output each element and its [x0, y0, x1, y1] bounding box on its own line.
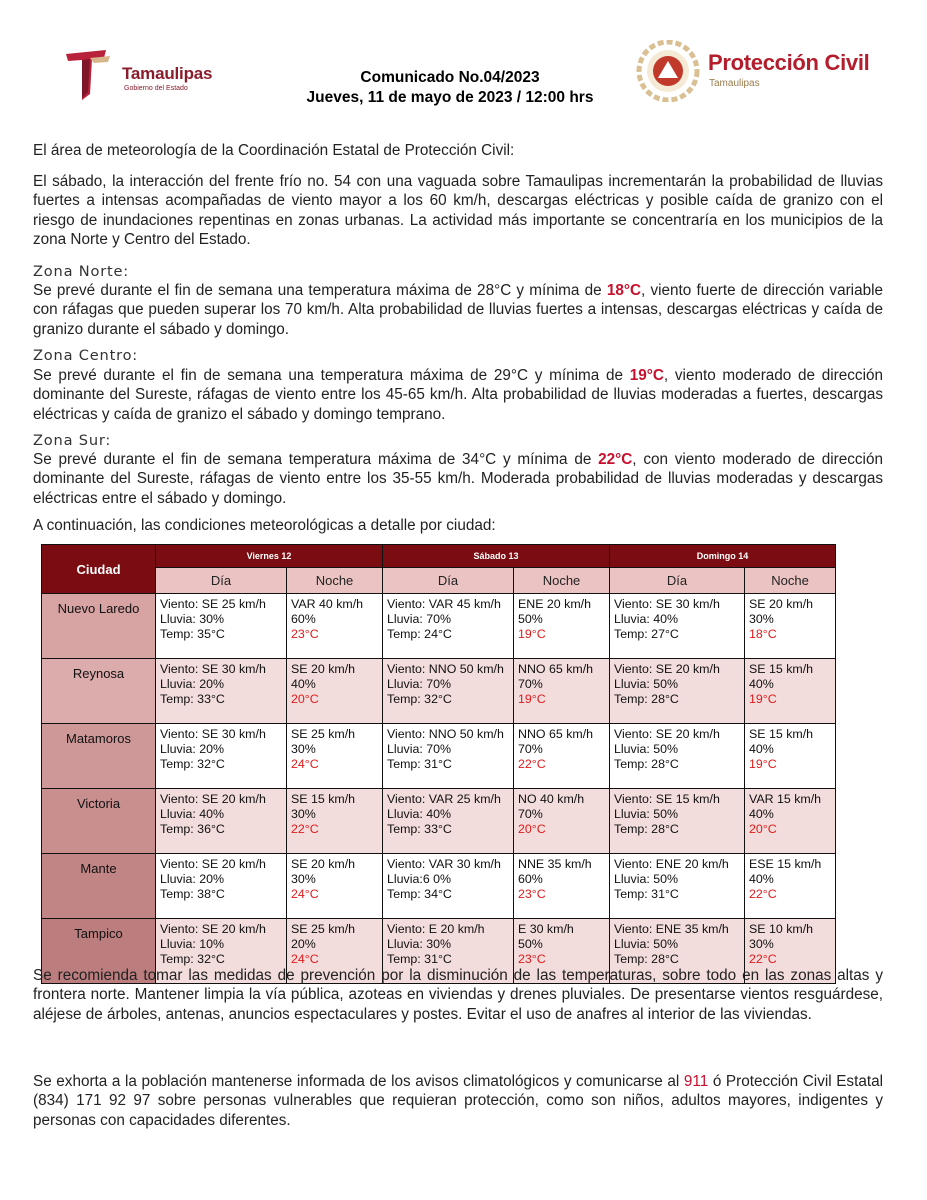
temp: Temp: 28°C [614, 952, 679, 966]
rain: Lluvia: 70% [387, 677, 452, 691]
wind: SE 20 km/h [749, 597, 814, 611]
wind: Viento: VAR 25 km/h [387, 792, 501, 806]
day-header-friday: Viernes 12 [156, 545, 383, 568]
temp: Temp: 32°C [387, 692, 452, 706]
table-day-header-row [42, 545, 836, 568]
temp: 22°C [749, 887, 777, 901]
temp: Temp: 36°C [160, 822, 225, 836]
temp: Temp: 28°C [614, 822, 679, 836]
forecast-cell [745, 594, 836, 659]
tamaulipas-logo-name: Tamaulipas [122, 64, 213, 83]
city-name: Reynosa [72, 666, 125, 681]
forecast-cell [287, 724, 383, 789]
wind: NNE 35 km/h [518, 857, 592, 871]
forecast-cell [514, 659, 610, 724]
closing-paragraph [33, 1072, 883, 1130]
forecast-cell [514, 594, 610, 659]
temp: Temp: 31°C [387, 757, 452, 771]
rain: 40% [749, 807, 774, 821]
temp: 24°C [291, 952, 319, 966]
temp: 19°C [518, 692, 546, 706]
zone-sur-heading: Zona Sur: [33, 432, 112, 449]
temp: Temp: 35°C [160, 627, 225, 641]
communique-date: Jueves, 11 de mayo de 2023 / 12:00 hrs [306, 89, 594, 106]
rain: 60% [518, 872, 543, 886]
forecast-cell [383, 724, 514, 789]
forecast-cell [287, 594, 383, 659]
city-name-cell [42, 854, 156, 919]
rain: Lluvia: 40% [387, 807, 452, 821]
zone-norte-text-end: , viento fuerte de dirección variable con ráfagas que pueden superar los 70 km/h. Alta probabilidad de lluvias fuertes a intensas, descargas eléctricas y caída de granizo durante el sábado y domingo. [33, 282, 883, 338]
rain: Lluvia: 20% [160, 742, 225, 756]
temp: Temp: 31°C [614, 887, 679, 901]
proteccion-civil-logo [636, 40, 896, 102]
rain: 70% [518, 807, 543, 821]
wind: Viento: SE 30 km/h [160, 727, 266, 741]
wind: ESE 15 km/h [749, 857, 822, 871]
day-header-sunday: Domingo 14 [610, 545, 836, 568]
forecast-cell [383, 854, 514, 919]
zone-centro-text-end: , viento moderado de dirección dominante del Sureste, ráfagas de viento entre los 45-65 km/h. Alta probabilidad de lluvias moderadas a fuertes, descargas eléctricas y caída de granizo el sábado y domingo temprano. [33, 367, 883, 423]
rain: 30% [749, 612, 774, 626]
rain: Lluvia: 70% [387, 742, 452, 756]
rain: Lluvia: 30% [387, 937, 452, 951]
wind: SE 20 km/h [291, 857, 356, 871]
forecast-cell [383, 594, 514, 659]
emergency-number: 911 [683, 1073, 709, 1090]
forecast-cell [610, 789, 745, 854]
rain: 20% [291, 937, 316, 951]
table-row [42, 594, 836, 659]
rain: 40% [749, 677, 774, 691]
table-row [42, 659, 836, 724]
city-name: Matamoros [65, 731, 132, 746]
wind: Viento: SE 30 km/h [614, 597, 720, 611]
table-row [42, 724, 836, 789]
zone-norte-text-start: Se prevé durante el fin de semana una temperatura máxima de 28°C y mínima de [33, 282, 607, 299]
table-intro: A continuación, las condiciones meteorológicas a detalle por ciudad: [33, 517, 496, 534]
forecast-cell [514, 724, 610, 789]
zone-norte-text [33, 281, 883, 339]
wind: SE 10 km/h [749, 922, 814, 936]
wind: Viento: VAR 45 km/h [387, 597, 501, 611]
forecast-table [41, 544, 836, 984]
rain: Lluvia: 40% [160, 807, 225, 821]
forecast-cell [156, 789, 287, 854]
wind: NO 40 km/h [518, 792, 585, 806]
forecast-cell [156, 724, 287, 789]
forecast-cell [610, 724, 745, 789]
rain: 50% [518, 937, 543, 951]
forecast-cell [610, 594, 745, 659]
wind: VAR 15 km/h [749, 792, 822, 806]
city-name: Nuevo Laredo [57, 601, 140, 616]
wind: SE 25 km/h [291, 727, 356, 741]
forecast-cell [745, 789, 836, 854]
proteccion-civil-logo-name: Protección Civil [708, 50, 870, 75]
zone-sur-text [33, 450, 883, 508]
forecast-cell [745, 724, 836, 789]
temp: 24°C [291, 887, 319, 901]
rain: Lluvia: 50% [614, 937, 679, 951]
temp: Temp: 33°C [387, 822, 452, 836]
wind: SE 15 km/h [749, 727, 814, 741]
forecast-cell [383, 789, 514, 854]
wind: Viento: SE 20 km/h [160, 857, 266, 871]
rain: Lluvia: 40% [614, 612, 679, 626]
wind: Viento: VAR 30 km/h [387, 857, 501, 871]
communique-title: Comunicado No.04/2023 [360, 69, 540, 86]
rain: 30% [749, 937, 774, 951]
city-name-cell [42, 594, 156, 659]
zone-centro-text-start: Se prevé durante el fin de semana una temperatura máxima de 29°C y mínima de [33, 367, 630, 384]
zone-sur-text-end: , con viento moderado de dirección dominante del Sureste, ráfagas de viento entre los 35-55 km/h. Moderada probabilidad de lluvias moderadas y descargas eléctricas entre el sábado y domingo. [33, 451, 883, 507]
wind: SE 25 km/h [291, 922, 356, 936]
wind: SE 15 km/h [749, 662, 814, 676]
rain: 40% [749, 742, 774, 756]
temp: 23°C [518, 887, 546, 901]
rain: Lluvia: 20% [160, 872, 225, 886]
forecast-cell [287, 659, 383, 724]
rain: Lluvia: 10% [160, 937, 225, 951]
city-column-header: Ciudad [42, 545, 156, 594]
temp: Temp: 24°C [387, 627, 452, 641]
forecast-cell [156, 659, 287, 724]
proteccion-civil-logo-subtitle: Tamaulipas [709, 78, 760, 89]
closing-text-start: Se exhorta a la población mantenerse informada de los avisos climatológicos y comunicarse al [33, 1073, 684, 1090]
rain: 70% [518, 742, 543, 756]
city-name-cell [42, 724, 156, 789]
forecast-cell [745, 854, 836, 919]
period-header-night: Noche [514, 568, 610, 594]
temp: Temp: 27°C [614, 627, 679, 641]
table-row [42, 854, 836, 919]
period-header-night: Noche [745, 568, 836, 594]
zone-sur-text-start: Se prevé durante el fin de semana temperatura máxima de 34°C y mínima de [33, 451, 599, 468]
rain: 50% [518, 612, 543, 626]
temp: 22°C [749, 952, 777, 966]
rain: Lluvia: 70% [387, 612, 452, 626]
tamaulipas-emblem-icon [60, 44, 120, 104]
temp: Temp: 32°C [160, 757, 225, 771]
city-name: Victoria [76, 796, 121, 811]
rain: Lluvia: 30% [160, 612, 225, 626]
rain: Lluvia: 50% [614, 742, 679, 756]
wind: Viento: SE 15 km/h [614, 792, 720, 806]
period-header-day: Día [610, 568, 745, 594]
rain: Lluvia: 50% [614, 872, 679, 886]
rain: 40% [291, 677, 316, 691]
city-name-cell [42, 789, 156, 854]
temp: 20°C [749, 822, 777, 836]
rain: 70% [518, 677, 543, 691]
wind: SE 15 km/h [291, 792, 356, 806]
wind: NNO 65 km/h [518, 662, 594, 676]
city-name: Mante [80, 861, 117, 876]
period-header-night: Noche [287, 568, 383, 594]
rain: 30% [291, 742, 316, 756]
forecast-cell [287, 854, 383, 919]
forecast-cell [610, 854, 745, 919]
forecast-cell [287, 789, 383, 854]
temp: 22°C [518, 757, 546, 771]
zone-centro-heading: Zona Centro: [33, 347, 139, 364]
table-row [42, 789, 836, 854]
temp: 20°C [518, 822, 546, 836]
forecast-cell [383, 659, 514, 724]
day-header-saturday: Sábado 13 [383, 545, 610, 568]
temp: 22°C [291, 822, 319, 836]
zone-centro-min-temp: 19°C [629, 367, 664, 384]
wind: Viento: ENE 35 km/h [614, 922, 729, 936]
wind: Viento: SE 25 km/h [160, 597, 266, 611]
forecast-cell [514, 789, 610, 854]
temp: 24°C [291, 757, 319, 771]
table-period-header-row [42, 568, 836, 594]
forecast-cell [745, 659, 836, 724]
rain: 30% [291, 872, 316, 886]
tamaulipas-logo [60, 44, 240, 104]
temp: 19°C [518, 627, 546, 641]
temp: Temp: 32°C [160, 952, 225, 966]
wind: Viento: ENE 20 km/h [614, 857, 729, 871]
wind: Viento: SE 20 km/h [160, 922, 266, 936]
tamaulipas-logo-subtitle: Gobierno del Estado [124, 85, 188, 92]
zone-norte-min-temp: 18°C [606, 282, 642, 299]
wind: NNO 65 km/h [518, 727, 594, 741]
temp: Temp: 33°C [160, 692, 225, 706]
wind: E 30 km/h [518, 922, 574, 936]
forecast-cell [514, 854, 610, 919]
rain: Lluvia: 50% [614, 677, 679, 691]
rain: 40% [749, 872, 774, 886]
temp: Temp: 31°C [387, 952, 452, 966]
summary-paragraph: El sábado, la interacción del frente frío no. 54 con una vaguada sobre Tamaulipas incrementarán la probabilidad de lluvias fuertes a intensas acompañadas de viento mayor a los 60 km/h, descargas eléctricas y posible caída de granizo con el riesgo de inundaciones repentinas en zonas urbanas. La actividad más importante se concentraría en los municipios de la zona Norte y Centro del Estado. [33, 173, 883, 249]
period-header-day: Día [156, 568, 287, 594]
rain: 60% [291, 612, 316, 626]
temp: Temp: 28°C [614, 692, 679, 706]
city-name: Tampico [74, 926, 123, 941]
wind: ENE 20 km/h [518, 597, 591, 611]
forecast-cell [610, 659, 745, 724]
wind: Viento: SE 20 km/h [160, 792, 266, 806]
closing-text-end: ó Protección Civil Estatal (834) 171 92 97 sobre personas vulnerables que requieran protección, como son niños, adultos mayores, indigentes y personas con capacidades diferentes. [33, 1073, 883, 1129]
wind: Viento: SE 20 km/h [614, 727, 720, 741]
temp: Temp: 34°C [387, 887, 452, 901]
zone-norte-heading: Zona Norte: [33, 263, 130, 280]
zone-sur-min-temp: 22°C [598, 451, 633, 468]
wind: Viento: SE 30 km/h [160, 662, 266, 676]
communique-header [250, 68, 650, 108]
temp: 18°C [749, 627, 777, 641]
temp: Temp: 38°C [160, 887, 225, 901]
temp: 23°C [518, 952, 546, 966]
rain: Lluvia:6 0% [387, 872, 452, 886]
temp: 23°C [291, 627, 319, 641]
period-header-day: Día [383, 568, 514, 594]
wind: Viento: NNO 50 km/h [387, 727, 504, 741]
temp: 20°C [291, 692, 319, 706]
intro-text: El área de meteorología de la Coordinación Estatal de Protección Civil: [33, 142, 515, 159]
zone-centro-text [33, 366, 883, 424]
rain: 30% [291, 807, 316, 821]
temp: 19°C [749, 757, 777, 771]
wind: Viento: E 20 km/h [387, 922, 485, 936]
wind: SE 20 km/h [291, 662, 356, 676]
rain: Lluvia: 20% [160, 677, 225, 691]
wind: Viento: SE 20 km/h [614, 662, 720, 676]
wind: VAR 40 km/h [291, 597, 364, 611]
city-name-cell [42, 659, 156, 724]
rain: Lluvia: 50% [614, 807, 679, 821]
forecast-cell [156, 854, 287, 919]
forecast-cell [156, 594, 287, 659]
temp: Temp: 28°C [614, 757, 679, 771]
recommendation-paragraph: Se recomienda tomar las medidas de prevención por la disminución de las temperaturas, sobre todo en las zonas altas y frontera norte. Mantener limpia la vía pública, azoteas en viviendas y drenes pluviales. De presentarse vientos resguárdese, aléjese de árboles, antenas, anuncios espectaculares y postes. Evitar el uso de anafres al interior de las viviendas. [33, 967, 883, 1023]
temp: 19°C [749, 692, 777, 706]
wind: Viento: NNO 50 km/h [387, 662, 504, 676]
proteccion-civil-emblem-icon [636, 40, 700, 102]
